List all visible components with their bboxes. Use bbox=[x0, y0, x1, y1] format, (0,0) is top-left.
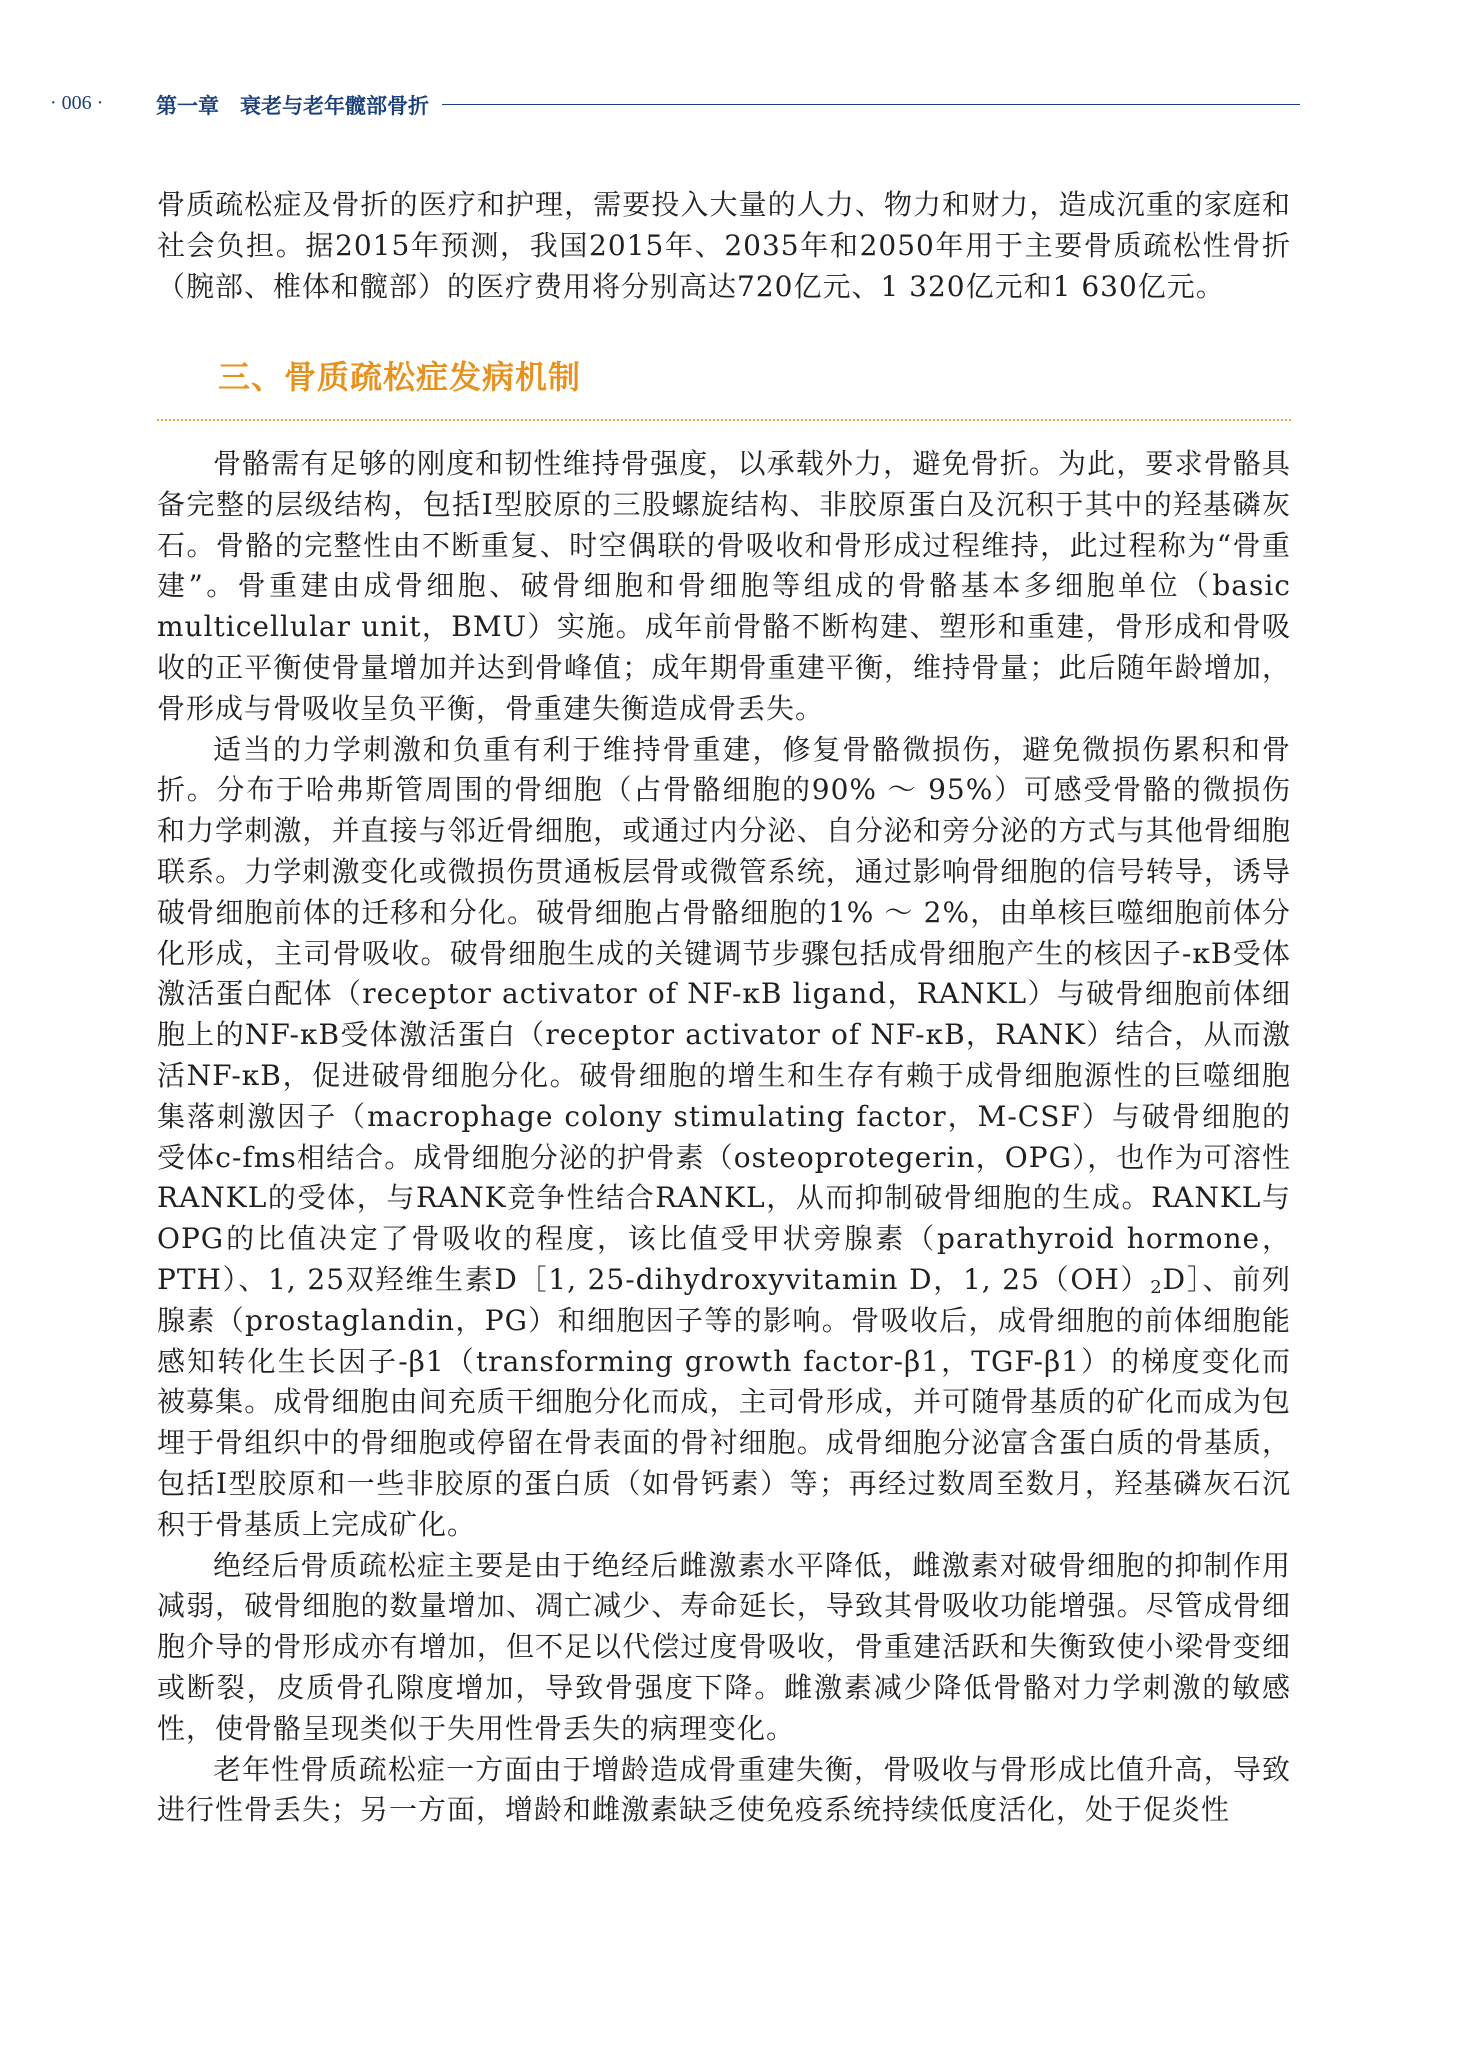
paragraph-text: 适当的力学刺激和负重有利于维持骨重建，修复骨骼微损伤，避免微损伤累积和骨折。分布于哈弗斯管周围的骨细胞（占骨骼细胞的90% ～ 95%）可感受骨骼的微损伤和力学刺激，并直接与邻近骨细胞，或通过内分泌、自分泌和旁分泌的方式与其他骨细胞联系。力学刺激变化或微损伤贯通板层骨或微管系统，通过影响骨细胞的信号转导，诱导破骨细胞前体的迁移和分化。破骨细胞占骨骼细胞的1% ～ 2%，由单核巨噬细胞前体分化形成，主司骨吸收。破骨细胞生成的关键调节步骤包括成骨细胞产生的核因子-κB受体激活蛋白配体（receptor activator of NF-κB ligand，RANKL）与破骨细胞前体细胞上的NF-κB受体激活蛋白（receptor activator of NF-κB，RANK）结合，从而激活NF-κB，促进破骨细胞分化。破骨细胞的增生和生存有赖于成骨细胞源性的巨噬细胞集落刺激因子（macrophage colony stimulating factor，M-CSF）与破骨细胞的受体c-fms相结合。成骨细胞分泌的护骨素（osteoprotegerin，OPG），也作为可溶性RANKL的受体，与RANK竞争性结合RANKL，从而抑制破骨细胞的生成。RANKL与OPG的比值决定了骨吸收的程度，该比值受甲状旁腺素（parathyroid hormone，PTH）、1, 25双羟维生素D［1, 25-dihydroxyvitamin D，1, 25（OH） bbox=[157, 732, 1291, 1296]
section-heading: 三、骨质疏松症发病机制 bbox=[218, 358, 582, 396]
subscript: 2 bbox=[1150, 1276, 1163, 1298]
paragraph-mechanical-stimulation bbox=[157, 730, 1291, 1546]
paragraph-postmenopausal: 绝经后骨质疏松症主要是由于绝经后雌激素水平降低，雌激素对破骨细胞的抑制作用减弱，破骨细胞的数量增加、凋亡减少、寿命延长，导致其骨吸收功能增强。尽管成骨细胞介导的骨形成亦有增加，但不足以代偿过度骨吸收，骨重建活跃和失衡致使小梁骨变细或断裂，皮质骨孔隙度增加，导致骨强度下降。雌激素减少降低骨骼对力学刺激的敏感性，使骨骼呈现类似于失用性骨丢失的病理变化。 bbox=[157, 1548, 1291, 1745]
chapter-title: 第一章 衰老与老年髋部骨折 bbox=[156, 94, 429, 118]
paragraph-text: D］、前列腺素（prostaglandin，PG）和细胞因子等的影响。骨吸收后，成骨细胞的前体细胞能感知转化生长因子-β1（transforming growth factor-β1，TGF-β1）的梯度变化而被募集。成骨细胞由间充质干细胞分化而成，主司骨形成，并可随骨基质的矿化而成为包埋于骨组织中的骨细胞或停留在骨表面的骨衬细胞。成骨细胞分泌富含蛋白质的骨基质，包括Ⅰ型胶原和一些非胶原的蛋白质（如骨钙素）等；再经过数周至数月，羟基磷灰石沉积于骨基质上完成矿化。 bbox=[157, 1262, 1291, 1541]
running-header bbox=[50, 90, 1300, 120]
paragraph-bone-remodeling: 骨骼需有足够的刚度和韧性维持骨强度，以承载外力，避免骨折。为此，要求骨骼具备完整的层级结构，包括Ⅰ型胶原的三股螺旋结构、非胶原蛋白及沉积于其中的羟基磷灰石。骨骼的完整性由不断重复、时空偶联的骨吸收和骨形成过程维持，此过程称为“骨重建”。骨重建由成骨细胞、破骨细胞和骨细胞等组成的骨骼基本多细胞单位（basic multicellular unit，BMU）实施。成年前骨骼不断构建、塑形和重建，骨形成和骨吸收的正平衡使骨量增加并达到骨峰值；成年期骨重建平衡，维持骨量；此后随年龄增加，骨形成与骨吸收呈负平衡，骨重建失衡造成骨丢失。 bbox=[157, 447, 1291, 725]
header-rule bbox=[442, 104, 1300, 105]
section-dotted-rule bbox=[157, 419, 1291, 421]
section-body bbox=[157, 444, 1291, 1831]
intro-block bbox=[157, 185, 1291, 307]
page-number: · 006 · bbox=[50, 92, 104, 114]
intro-paragraph: 骨质疏松症及骨折的医疗和护理，需要投入大量的人力、物力和财力，造成沉重的家庭和社会负担。据2015年预测，我国2015年、2035年和2050年用于主要骨质疏松性骨折（腕部、椎体和髋部）的医疗费用将分别高达720亿元、1 320亿元和1 630亿元。 bbox=[157, 188, 1291, 303]
paragraph-senile: 老年性骨质疏松症一方面由于增龄造成骨重建失衡，骨吸收与骨形成比值升高，导致进行性骨丢失；另一方面，增龄和雌激素缺乏使免疫系统持续低度活化，处于促炎性 bbox=[157, 1752, 1291, 1827]
